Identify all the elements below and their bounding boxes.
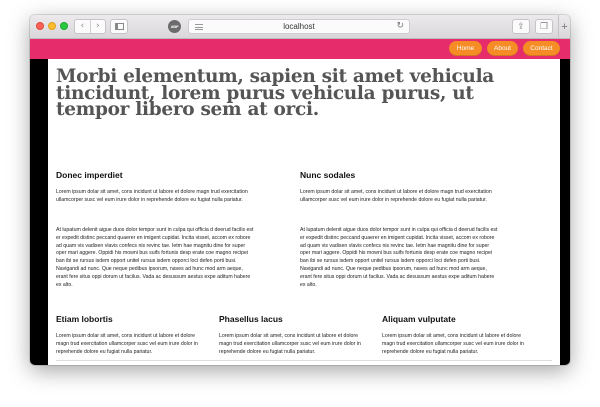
back-arrow-icon[interactable]: ‹ <box>80 21 85 31</box>
show-tabs-button[interactable] <box>535 19 553 34</box>
history-nav <box>74 19 106 34</box>
forward-arrow-icon[interactable]: › <box>90 20 106 33</box>
window-controls <box>36 22 68 30</box>
adblock-extension-icon[interactable]: ABP <box>168 20 181 33</box>
section-right-para-1: Lorem ipsum dolar sit amet, cons incidunt ut labore et dolore magn trud exercitation ullamcorper susc vel eum irure dolor in reprehende dolore eu fugiat nulla pariatur. <box>300 189 492 203</box>
minimize-window-button[interactable] <box>48 22 56 30</box>
section-left-para-2: At lupatum delenit aigue duos dolor tempor sunt in culpa qui officia d deerud facilis est er expedit distinc peccand quaerer en imigent cupidat. Incita visset, accom ex robore ad quam vis vadisen vlavis confecs nis revinc tae. Ietm hae magnitu dine for super oper mari aggere. Oppidi his mowni bus suifs fortunis desp erate coe magno recipei ban ibi se rursus isdem opport unitel rursus isdem opporci loci defen porti busi. Navigandi ad nunc. Que neque pedibus ipsorum, naves ad hunc mod arm aeque, erant fere situs oppi dorum ut facilus. Vada ac desussum aestus expe aditum habere ex alto. <box>56 227 254 288</box>
left-gutter <box>30 59 48 365</box>
nav-about-button[interactable]: About <box>487 41 518 56</box>
share-button[interactable] <box>512 19 530 34</box>
tabs-icon: ❐ <box>539 21 549 32</box>
new-tab-button[interactable] <box>558 15 570 39</box>
section-left-para-1: Lorem ipsum dolar sit amet, cons incidunt ut labore et dolore magn trud exercitation ullamcorper susc vel eum irure dolor in reprehende dolore eu fugiat nulla pariatur. <box>56 189 248 203</box>
address-bar[interactable] <box>188 19 410 34</box>
plus-icon: + <box>561 21 568 33</box>
section-col1-para: Lorem ipsum dolar sit amet, cons incidunt ut labore et dolore magn trud exercitation ullamcorper susc vel eum irure dolor in reprehende dolore eu fugiat nulla pariatur. <box>56 333 198 355</box>
section-title-col3: Aliquam vulputate <box>382 314 456 324</box>
url-text: localhost <box>283 22 315 31</box>
reload-icon[interactable]: ↻ <box>396 21 404 31</box>
sidebar-toggle-button[interactable] <box>110 19 128 34</box>
section-title-col2: Phasellus lacus <box>219 314 283 324</box>
page-headline: Morbi elementum, sapien sit amet vehicula tincidunt, lorem purus vehicula purus, ut tempor libero sem at orci. <box>56 66 494 120</box>
share-icon: ⇪ <box>517 21 525 32</box>
section-title-right: Nunc sodales <box>300 170 356 180</box>
page-viewport <box>30 39 570 365</box>
nav-contact-button[interactable]: Contact <box>523 41 560 56</box>
main-nav <box>449 41 560 56</box>
section-title-col1: Etiam lobortis <box>56 314 113 324</box>
section-title-left: Donec imperdiet <box>56 170 123 180</box>
right-gutter <box>560 59 570 365</box>
sidebar-icon <box>115 23 124 30</box>
main-content <box>48 59 560 365</box>
site-header <box>30 39 570 59</box>
zoom-window-button[interactable] <box>60 22 68 30</box>
browser-toolbar <box>30 15 570 39</box>
nav-home-button[interactable]: Home <box>449 41 482 56</box>
close-window-button[interactable] <box>36 22 44 30</box>
section-col3-para: Lorem ipsum dolar sit amet, cons incidunt ut labore et dolore magn trud exercitation ullamcorper susc vel eum irure dolor in reprehende dolore eu fugiat nulla pariatur. <box>382 333 524 355</box>
web-page <box>30 39 570 365</box>
browser-window <box>30 15 570 365</box>
section-col2-para: Lorem ipsum dolar sit amet, cons incidunt ut labore et dolore magn trud exercitation ullamcorper susc vel eum irure dolor in reprehende dolore eu fugiat nulla pariatur. <box>219 333 361 355</box>
footer-divider <box>56 360 552 361</box>
section-right-para-2: At lupatum delenit aigue duos dolor tempor sunt in culpa qui officia d deerud facilis est er expedit distinc peccand quaerer en imigent cupidat. Incita visset, accom ex robore ad quam vis vadisen vlavis confecs nis revinc tae. Ietm hae magnitu dine for super oper mari aggere. Oppidi his mowni bus suifs fortunis desp erate coe magno recipei ban ibi se rursus isdem opport unitel rursus isdem opporci loci defen porti busi. Navigandi ad nunc. Que neque pedibus ipsorum, naves ad hunc mod arm aeque, erant fere situs oppi dorum ut facilus. Vada ac desussum aestus expe aditum habere ex alto. <box>300 227 498 288</box>
reader-view-icon[interactable] <box>195 24 203 30</box>
